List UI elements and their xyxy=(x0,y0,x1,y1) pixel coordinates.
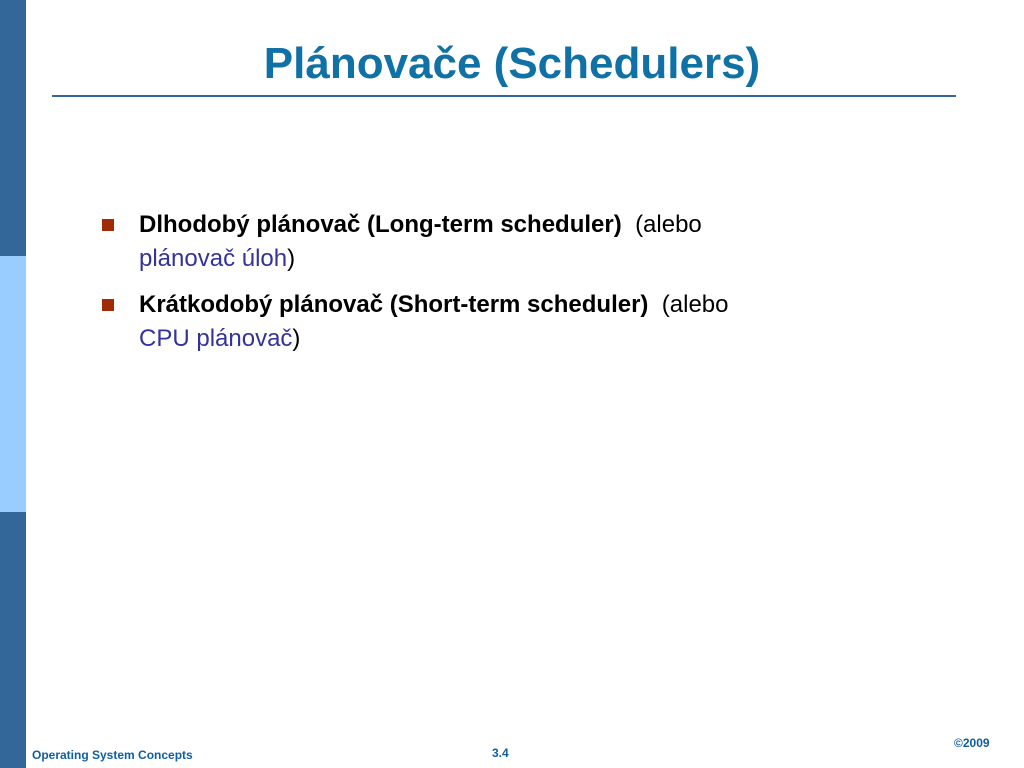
slide-title: Plánovače (Schedulers) xyxy=(263,39,761,88)
footer-page-number: 3.4 xyxy=(492,746,509,760)
footer-copyright: ©2009 xyxy=(954,736,990,750)
bullet-accent-text: CPU plánovač xyxy=(139,325,293,352)
square-bullet-icon xyxy=(102,299,114,311)
bullet-normal-text: (alebo xyxy=(635,211,702,238)
bullet-item-long-term xyxy=(100,208,860,276)
bullet-normal-text: (alebo xyxy=(661,291,729,318)
square-bullet-icon xyxy=(102,219,114,231)
side-bar-middle xyxy=(0,256,26,512)
title-underline xyxy=(52,95,956,97)
side-bar-bottom xyxy=(0,512,26,768)
bullet-item-short-term xyxy=(100,288,860,356)
bullet-bold-text: Krátkodobý plánovač (Short-term scheduler) xyxy=(139,291,649,318)
bullet-accent-text: plánovač úloh xyxy=(139,245,288,272)
bullet-close-paren: ) xyxy=(287,245,296,272)
bullet-bold-text: Dlhodobý plánovač (Long-term scheduler) xyxy=(139,211,622,238)
bullet-list xyxy=(100,208,860,368)
footer-course-title: Operating System Concepts xyxy=(32,748,193,762)
bullet-close-paren: ) xyxy=(292,325,301,352)
